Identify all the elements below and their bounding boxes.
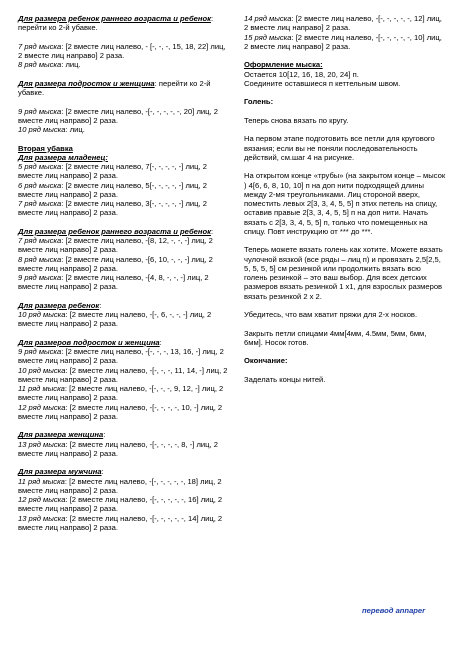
toe-row: 10 ряд мыска: лиц.	[18, 125, 85, 134]
toe-row: 5 ряд мыска: [2 вместе лиц налево, 7[-, -, -, -, -] лиц, 2 вместе лиц направо] 2 раза.	[18, 162, 207, 181]
translator-signature: перевод annaper	[362, 606, 426, 615]
toe-row: 15 ряд мыска: [2 вместе лиц налево, -[-, -, -, -, -, 10] лиц, 2 вместе лиц направо] 2 раза.	[244, 32, 442, 51]
toe-finishing-heading: Оформление мыска:	[244, 60, 323, 70]
toe-row: 13 ряд мыска: [2 вместе лиц налево, -[-, -, -, -, 8, -] лиц, 2 вместе лиц направо] 2 раза.	[18, 439, 218, 458]
toe-row: 8 ряд мыска: [2 вместе лиц налево, -[6, 10, -, -, -] лиц, 2 вместе лиц направо] 2 раза.	[18, 254, 213, 273]
ending-heading: Окончание:	[244, 356, 288, 366]
toe-row: 9 ряд мыска: [2 вместе лиц налево, -[-, -, -, -, -, 20] лиц, 2 вместе лиц направо] 2 раза.	[18, 106, 218, 125]
section-heading-woman: Для размера женщина:	[18, 430, 106, 440]
section-heading-teen-woman-2: Для размеров подросток и женщина:	[18, 337, 162, 347]
toe-row: 7 ряд мыска: [2 вместе лиц налево, 3[-, -, -, -, -] лиц, 2 вместе лиц направо] 2 раза.	[18, 199, 207, 218]
leg-paragraph: Теперь можете вязать голень как хотите. Можете вязать чулочной вязкой (все ряды – лиц п) и провязать 2,5[2,5, 5, 5, 5, 5] см резинкой или продолжить вязать всю голень резинкой – это ваш выбор. Для всех детских размеров вязать резинкой 1 х1, для взрослых размеров вязать резинкой 2 х 2.	[244, 245, 443, 301]
toe-row: 10 ряд мыска: [2 вместе лиц налево, -[-, 6, -, -, -] лиц, 2 вместе лиц направо] 2 раза.	[18, 310, 212, 329]
toe-finishing-text: Соедините оставшиеся п кеттельным швом.	[244, 78, 401, 88]
right-column	[244, 14, 446, 384]
section-heading-toddler-child: Для размера ребенок раннего возраста и ребенок: перейти ко 2-й убавке.	[18, 14, 214, 33]
toe-row: 10 ряд мыска: [2 вместе лиц налево, -[-, -, -, 11, 14, -] лиц, 2 вместе лиц направо] 2 раза.	[18, 365, 228, 384]
toe-row: 9 ряд мыска: [2 вместе лиц налево, -[-, -, -, 13, 16, -] лиц, 2 вместе лиц направо] 2 раза.	[18, 347, 224, 366]
left-column	[18, 14, 231, 532]
leg-paragraph: На первом этапе подготовить все петли для кругового вязания; если вы не поняли последовательность действий, см.шаг 4 на рисунке.	[244, 134, 435, 162]
toe-finishing-text: Остается 10[12, 16, 18, 20, 24] п.	[244, 69, 359, 79]
ending-text: Заделать концы нитей.	[244, 374, 326, 384]
leg-paragraph: Убедитесь, что вам хватит пряжи для 2-х носков.	[244, 310, 418, 319]
leg-paragraph: Закрыть петли спицами 4мм[4мм, 4.5мм, 5мм, 6мм, 6мм]. Носок готов.	[244, 328, 427, 347]
toe-row: 8 ряд мыска: лиц.	[18, 60, 81, 70]
section-heading-toddler-child-2: Для размера ребенок раннего возраста и ребенок:	[18, 226, 214, 236]
toe-row: 9 ряд мыска: [2 вместе лиц налево, -[4, 8, -, -, -] лиц, 2 вместе лиц направо] 2 раза.	[18, 273, 209, 292]
section-heading-teen-woman: Для размера подросток и женщина: перейти ко 2-й убавке.	[18, 78, 211, 97]
leg-paragraph: На открытом конце «трубы» (на закрытом конце – мысок ) 4[6, 6, 8, 10, 10] п на доп нити подходящей длины между 2-мя треугольниками. Лиц стороной вверх, поместить левых 2[3, 3, 4, 5, 5] п этих петель на спицу, оставив правые 2[3, 3, 4, 5, 5] п на доп нити. Начать вязать с 2[3, 3, 4, 5, 5] п, только что помещенных на спицу. Повт инструкцию от *** до ***.	[244, 171, 446, 236]
toe-row: 12 ряд мыска: [2 вместе лиц налево, -[-, -, -, -, 10, -] лиц, 2 вместе лиц направо] 2 раза.	[18, 402, 223, 421]
toe-row: 11 ряд мыска: [2 вместе лиц налево, -[-, -, -, -, -, 18] лиц, 2 вместе лиц направо] 2 раза.	[18, 476, 222, 495]
leg-heading: Голень:	[244, 97, 274, 107]
leg-paragraph: Теперь снова вязать по кругу.	[244, 115, 349, 125]
toe-row: 12 ряд мыска: [2 вместе лиц налево, -[-, -, -, -, -, 16] лиц, 2 вместе лиц направо] 2 раза.	[18, 495, 223, 514]
toe-row: 13 ряд мыска: [2 вместе лиц налево, -[-, -, -, -, -, 14] лиц, 2 вместе лиц направо] 2 раза.	[18, 513, 223, 532]
toe-row: 11 ряд мыска: [2 вместе лиц налево, -[-, -, -, 9, 12, -] лиц, 2 вместе лиц направо] 2 раза.	[18, 384, 224, 403]
toe-row: 7 ряд мыска: [2 вместе лиц налево, - [-, -, -, 15, 18, 22] лиц, 2 вместе лиц направо] 2 раза.	[18, 41, 226, 60]
second-decrease-title: Вторая убавка	[18, 143, 73, 153]
section-heading-man: Для размера мужчина:	[18, 467, 104, 477]
toe-row: 6 ряд мыска: [2 вместе лиц налево, 5[-, -, -, -, -] лиц, 2 вместе лиц направо] 2 раза.	[18, 180, 207, 199]
section-heading-infant: Для размера младенец:	[18, 152, 108, 162]
section-heading-child: Для размера ребенок:	[18, 300, 102, 310]
toe-row: 7 ряд мыска: [2 вместе лиц налево, -[8, 12, -, -, -] лиц, 2 вместе лиц направо] 2 раза.	[18, 236, 213, 255]
toe-row: 14 ряд мыска: [2 вместе лиц налево, -[-, -, -, -, -, 12] лиц, 2 вместе лиц направо] 2 раза.	[244, 14, 442, 33]
